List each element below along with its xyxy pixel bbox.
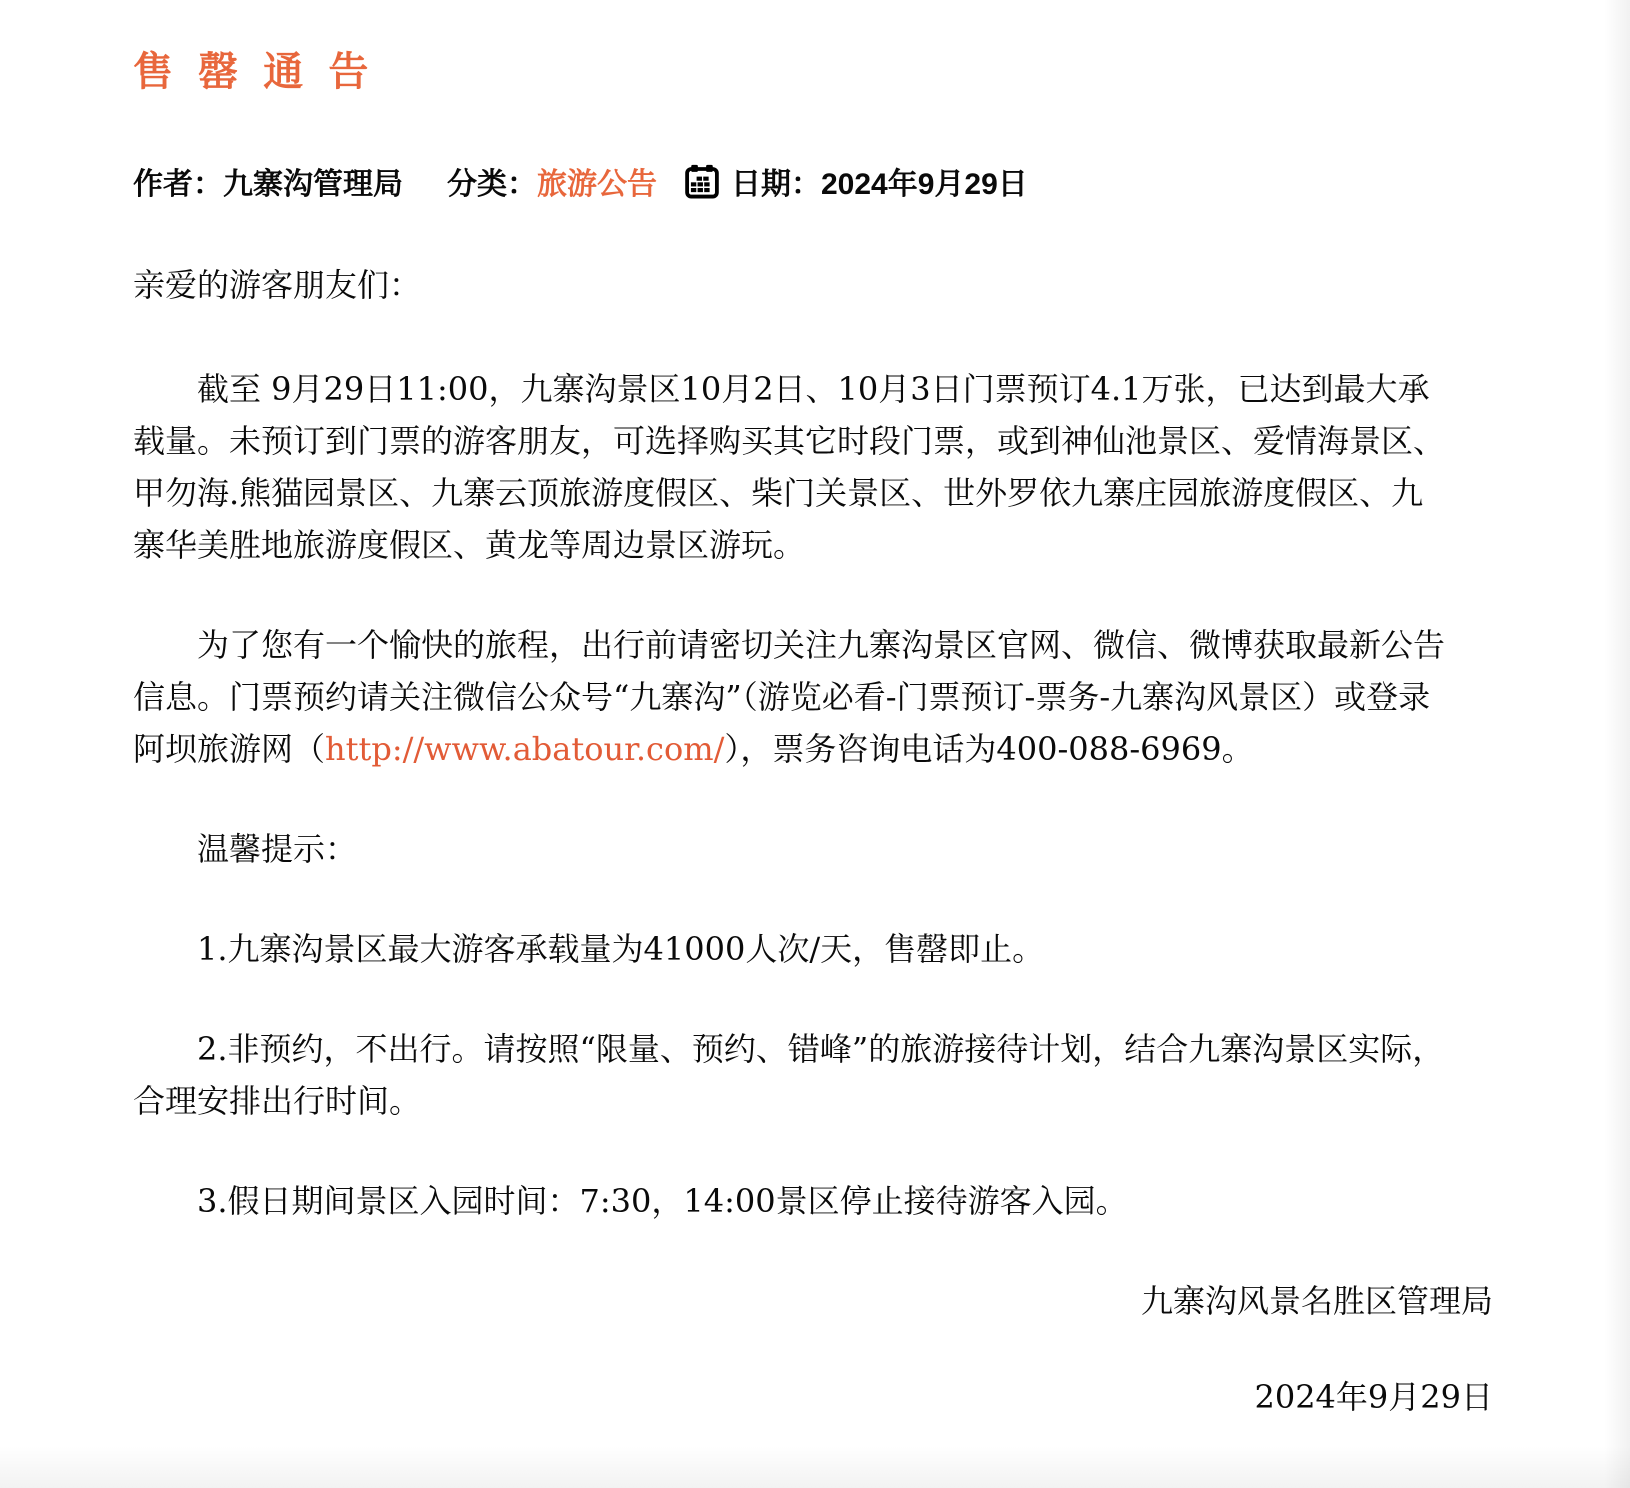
salutation: 亲爱的游客朋友们： — [133, 266, 422, 304]
booking-text-pre: 为了您有一个愉快的旅程，出行前请密切关注九寨沟景区官网、微信、微博获取最新公告信息。门票预约请关注微信公众号“九寨沟”（游览必看-门票预订-票务-九寨沟风景区）或登录阿坝旅游网（ — [133, 626, 1446, 768]
date-value: 2024年9月29日 — [821, 168, 1028, 201]
page-title: 售 罄 通 告 — [133, 50, 376, 94]
page-edge-bottom — [0, 1446, 1630, 1488]
author-segment — [133, 159, 403, 203]
tip-item-2: 2.非预约，不出行。请按照“限量、预约、错峰”的旅游接待计划，结合九寨沟景区实际，合理安排出行时间。 — [133, 1030, 1445, 1120]
meta-row — [133, 159, 1448, 203]
booking-text-post: ），票务咨询电话为400-088-6969。 — [724, 730, 1254, 768]
signature-date: 2024年9月29日 — [1254, 1378, 1493, 1416]
notice-content — [133, 0, 1493, 1423]
abatour-link[interactable]: http://www.abatour.com/ — [325, 730, 725, 768]
category-link[interactable]: 旅游公告 — [537, 168, 657, 201]
date-segment — [731, 159, 1028, 203]
author-label: 作者： — [133, 168, 223, 201]
calendar-icon — [683, 163, 721, 201]
author-value: 九寨沟管理局 — [223, 168, 403, 201]
paragraph-booking — [133, 619, 1448, 775]
paragraph-capacity: 截至 9月29日11:00，九寨沟景区10月2日、10月3日门票预订4.1万张，已达到最大承载量。未预订到门票的游客朋友，可选择购买其它时段门票，或到神仙池景区、爱情海景区、甲勿海.熊猫园景区、九寨云顶旅游度假区、柴门关景区、世外罗依九寨庄园旅游度假区、九寨华美胜地旅游度假区、黄龙等周边景区游玩。 — [133, 370, 1446, 564]
tip-item-1: 1.九寨沟景区最大游客承载量为41000人次/天，售罄即止。 — [197, 930, 1045, 968]
category-segment — [447, 159, 657, 203]
page-edge-right — [1604, 0, 1630, 1488]
tips-heading: 温馨提示： — [197, 830, 358, 868]
category-label: 分类： — [447, 168, 537, 201]
article-body — [133, 259, 1493, 1423]
tip-item-3: 3.假日期间景区入园时间：7:30，14:00景区停止接待游客入园。 — [197, 1182, 1128, 1220]
date-label: 日期： — [731, 168, 821, 201]
signature-org: 九寨沟风景名胜区管理局 — [1140, 1282, 1493, 1320]
